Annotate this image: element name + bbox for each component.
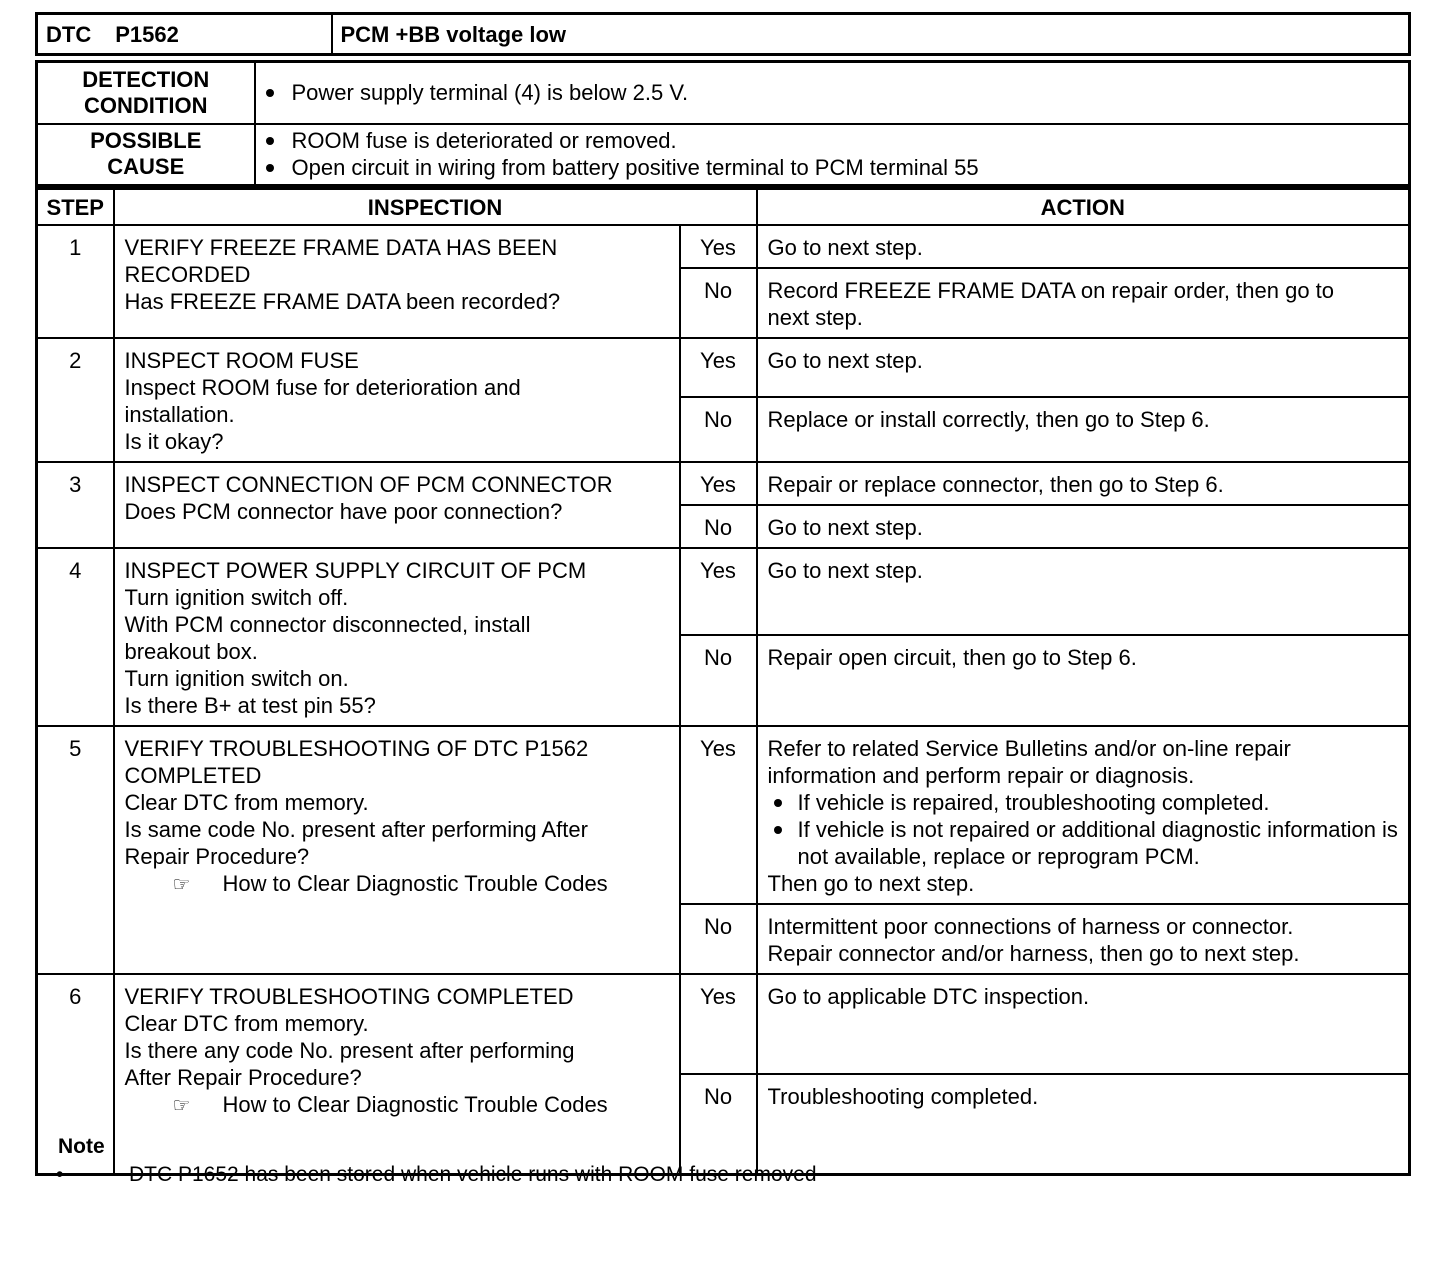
step-number: 2 [37, 338, 114, 462]
yes-action: Refer to related Service Bulletins and/or on-line repair information and perform repair or diagnosis. If vehicle is repaired, troubleshooting completed. If vehicle is not repaired or additional diagnostic information is not available, replace or reprogram PCM. Then go to next step. [757, 726, 1410, 904]
no-label: No [680, 1074, 757, 1174]
action-bullet: If vehicle is not repaired or additional diagnostic information is not available, replace or reprogram PCM. [768, 816, 1401, 870]
yes-label: Yes [680, 338, 757, 397]
step-row [37, 974, 1410, 1074]
step-number: 3 [37, 462, 114, 548]
reference-pointer-icon: ☞ [172, 1095, 191, 1117]
step-row [37, 548, 1410, 635]
no-action: Go to next step. [757, 505, 1410, 548]
dtc-code-cell [37, 14, 332, 55]
step-inspection: VERIFY TROUBLESHOOTING OF DTC P1562 COMPLETED Clear DTC from memory. Is same code No. present after performing After Repair Procedure? ☞ How to Clear Diagnostic Trouble Codes [114, 726, 680, 974]
yes-action: Go to applicable DTC inspection. [757, 974, 1410, 1074]
yes-label: Yes [680, 726, 757, 904]
dtc-title-row [37, 14, 1410, 55]
column-header-row [37, 189, 1410, 226]
note-title: Note [58, 1135, 105, 1158]
step-number: 5 [37, 726, 114, 974]
step-inspection: VERIFY FREEZE FRAME DATA HAS BEEN RECORDED Has FREEZE FRAME DATA been recorded? [114, 225, 680, 338]
procedure-reference[interactable]: ☞ How to Clear Diagnostic Trouble Codes [125, 1091, 671, 1120]
step-row [37, 225, 1410, 268]
step-inspection: VERIFY TROUBLESHOOTING COMPLETED Clear DTC from memory. Is there any code No. present after performing After Repair Procedure? ☞ How to Clear Diagnostic Trouble Codes [114, 974, 680, 1174]
action-bullet: If vehicle is repaired, troubleshooting completed. [768, 789, 1401, 816]
cause-label: POSSIBLE CAUSE [37, 124, 255, 186]
steps-table [35, 187, 1411, 1176]
step-row [37, 726, 1410, 904]
col-action-header: ACTION [757, 189, 1410, 226]
condition-table [35, 60, 1411, 187]
diagnostic-document [35, 12, 1411, 1176]
no-label: No [680, 635, 757, 726]
procedure-reference[interactable]: ☞ How to Clear Diagnostic Trouble Codes [125, 870, 671, 899]
yes-action: Repair or replace connector, then go to Step 6. [757, 462, 1410, 505]
step-number: 6 [37, 974, 114, 1174]
no-label: No [680, 268, 757, 338]
no-label: No [680, 505, 757, 548]
note-bullet: • [56, 1163, 64, 1186]
yes-label: Yes [680, 548, 757, 635]
detection-item: Power supply terminal (4) is below 2.5 V. [260, 79, 1401, 106]
detection-row [37, 62, 1410, 124]
cause-item: ROOM fuse is deteriorated or removed. [260, 127, 1401, 154]
yes-label: Yes [680, 225, 757, 268]
yes-action: Go to next step. [757, 548, 1410, 635]
no-label: No [680, 904, 757, 974]
yes-label: Yes [680, 974, 757, 1074]
reference-pointer-icon: ☞ [172, 874, 191, 896]
note-text: DTC P1652 has been stored when vehicle runs with ROOM fuse removed [129, 1163, 817, 1186]
step-inspection: INSPECT ROOM FUSE Inspect ROOM fuse for deterioration and installation. Is it okay? [114, 338, 680, 462]
dtc-code: P1562 [115, 21, 179, 47]
detection-conditions [255, 62, 1410, 124]
step-inspection: INSPECT POWER SUPPLY CIRCUIT OF PCM Turn ignition switch off. With PCM connector disconnected, install breakout box. Turn ignition switch on. Is there B+ at test pin 55? [114, 548, 680, 726]
note-item [56, 1161, 817, 1189]
no-action: Replace or install correctly, then go to Step 6. [757, 397, 1410, 462]
col-step-header: STEP [37, 189, 114, 226]
step-inspection: INSPECT CONNECTION OF PCM CONNECTOR Does PCM connector have poor connection? [114, 462, 680, 548]
detection-label: DETECTION CONDITION [37, 62, 255, 124]
yes-action: Go to next step. [757, 225, 1410, 268]
step-number: 1 [37, 225, 114, 338]
cause-item: Open circuit in wiring from battery positive terminal to PCM terminal 55 [260, 154, 1401, 181]
yes-label: Yes [680, 462, 757, 505]
no-label: No [680, 397, 757, 462]
cause-row [37, 124, 1410, 186]
no-action: Intermittent poor connections of harness or connector. Repair connector and/or harness, then go to next step. [757, 904, 1410, 974]
col-inspection-header: INSPECTION [114, 189, 757, 226]
dtc-header-table [35, 12, 1411, 56]
possible-causes [255, 124, 1410, 186]
step-row [37, 338, 1410, 397]
step-number: 4 [37, 548, 114, 726]
dtc-label: DTC [46, 21, 92, 47]
yes-action: Go to next step. [757, 338, 1410, 397]
step-row [37, 462, 1410, 505]
no-action: Record FREEZE FRAME DATA on repair order, then go to next step. [757, 268, 1410, 338]
dtc-title: PCM +BB voltage low [332, 14, 1410, 55]
no-action: Repair open circuit, then go to Step 6. [757, 635, 1410, 726]
note-section [58, 1133, 817, 1189]
no-action: Troubleshooting completed. [757, 1074, 1410, 1174]
